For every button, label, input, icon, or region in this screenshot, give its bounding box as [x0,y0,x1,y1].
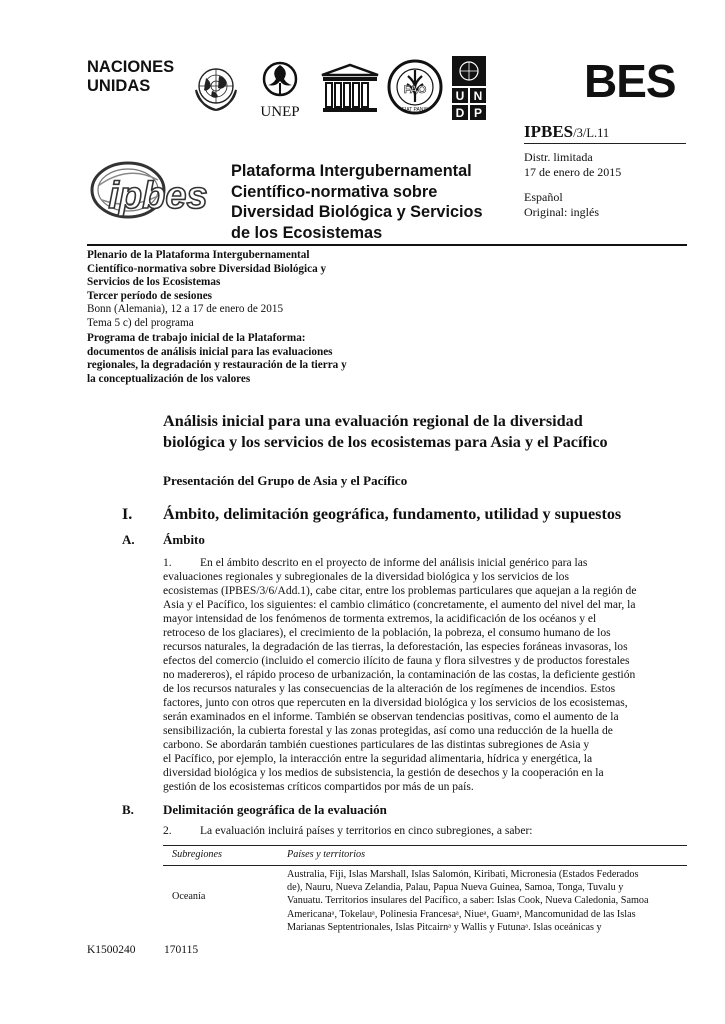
fao-logo-icon [386,58,444,116]
original-language: Original: inglés [524,205,599,219]
paragraph-line: efectos del comercio (incluido el comercio ilícito de fauna y flora silvestres y de productos forestales [163,655,630,667]
unep-label: UNEP [260,104,300,120]
paragraph-line: mayor intensidad de los fenómenos de tormenta extremos, la acidificación de los océanos y el [163,613,597,625]
paragraph-line: de los recursos naturales y las consecuencias de la alteración de los regímenes de incendios. Estos [163,683,616,695]
distribution: Distr. limitada [524,150,593,164]
program-line: regionales, la degradación y restauración de la tierra y [87,359,347,371]
undp-letter-p: P [473,106,483,120]
presentation-note: Presentación del Grupo de Asia y el Pacífico [163,473,408,488]
document-symbol [524,122,609,142]
un-name [87,58,174,96]
paragraph-line: sensibilización, la cubierta forestal y las zonas protegidas, así como una reducción de la huella de [163,725,613,737]
fao-motto: FIAT PANIS [401,107,429,113]
paragraph-line: serán examinados en el informe. También se observan tendencias positivas, como el aumento de la [163,711,619,723]
symbol-main: IPBES [524,122,574,141]
program-line: Programa de trabajo inicial de la Plataforma: [87,332,306,344]
section-title: Ámbito, delimitación geográfica, fundamento, utilidad y supuestos [163,505,622,523]
location-line: Bonn (Alemania), 12 a 17 de enero de 2015 [87,303,284,315]
document-title [163,411,683,453]
un-emblem-icon [188,60,244,116]
symbol-suffix: /3/L.11 [573,126,610,140]
countries-line: de), Nauru, Nueva Zelandia, Palau, Papua Nueva Guinea, Samoa, Tonga, Tuvalu y [287,882,624,894]
table-cell-region: Oceanía [172,891,206,902]
section-number: I. [122,505,133,523]
platform-title-line: de los Ecosistemas [231,223,383,242]
document-title-line: Análisis inicial para una evaluación regional de la diversidad [163,412,583,430]
paragraph-line: retroceso de los glaciares), el crecimiento de la población, la pobreza, el consumo humano de los [163,627,611,639]
ipbes-logo-icon [88,156,214,226]
paragraph-line: el Pacífico, por ejemplo, la interacción entre la seguridad alimentaria, hídrica y energética, la [163,753,593,765]
plenary-line: Servicios de los Ecosistemas [87,276,221,288]
platform-title-line: Científico-normativa sobre [231,182,438,201]
org-line-1: NACIONES [87,58,175,76]
session-line: Tercer período de sesiones [87,289,213,302]
unesco-logo-icon [320,63,380,113]
undp-letter-u: U [455,89,465,103]
paragraph-line: diversidad biológica y los medios de subsistencia, la gestión de desechos y la cooperación en la [163,767,604,779]
countries-line: Marianas Septentrionales, Islas Pitcairnᵃ y Wallis y Futunaᵃ. Islas oceánicas y [287,921,602,933]
subsection-title: Ámbito [163,532,205,547]
paragraph-line: recursos naturales, la degradación de las tierras, la deforestación, las especies foráneas invasoras, los [163,641,628,653]
table-header-subregions: Subregiones [172,849,222,860]
symbol-divider [524,143,686,144]
table-cell-countries [287,868,685,934]
plenary-info [87,249,387,386]
paragraph-2 [163,825,533,837]
paragraph-number: 1. [163,557,172,569]
paragraph-text: La evaluación incluirá países y territorios en cinco subregiones, a saber: [200,825,533,837]
paragraph-line: no madereros), el rápido proceso de urbanización, la contaminación de las costas, la deficiente gestión [163,669,636,681]
plenary-line: Científico-normativa sobre Diversidad Biológica y [87,262,327,275]
paragraph-line: En el ámbito descrito en el proyecto de informe del análisis inicial genérico para las [200,557,588,569]
subsection-letter: A. [122,532,135,547]
subsection-letter: B. [122,802,134,817]
countries-line: Australia, Fiji, Islas Marshall, Islas Salomón, Kiribati, Micronesia (Estados Federados [287,869,639,880]
agenda-line: Tema 5 c) del programa [87,316,194,329]
subsection-title: Delimitación geográfica de la evaluación [163,802,387,817]
platform-title-line: Plataforma Intergubernamental [231,162,472,180]
document-code: BES [584,55,676,107]
ipbes-logo-text: ipbes [108,175,208,217]
paragraph-line: evaluaciones regionales y subregionales de la diversidad biológica y los servicios de los [163,571,569,583]
undp-letter-d: D [455,106,465,120]
countries-line: Americanaᵃ, Tokelauᵃ, Polinesia Francesaᵃ, Niueᵃ, Guamᵃ, Mancomunidad de las Islas [287,908,636,920]
table-header-rule [163,865,687,866]
table-header-countries: Países y territorios [287,849,366,860]
program-line: documentos de análisis inicial para las evaluaciones [87,345,333,358]
paragraph-number: 2. [163,825,172,837]
paragraph-line: Asia y el Pacífico, los siguientes: el cambio climático (concretamente, el aumento del nivel del mar, la [163,599,636,611]
table-top-rule [163,845,687,846]
undp-letter-n: N [473,89,483,103]
org-line-2: UNIDAS [87,77,151,95]
document-title-line: biológica y los servicios de los ecosistemas para Asia y el Pacífico [163,433,608,451]
program-line: la conceptualización de los valores [87,372,251,385]
paragraph-line: gestión de los ecosistemas críticos compartidos por más de un país. [163,781,474,793]
fao-label: FAO [403,84,427,96]
plenary-line: Plenario de la Plataforma Intergubernamental [87,249,310,261]
platform-title [231,161,483,243]
header-divider [87,244,687,246]
paragraph-1 [163,556,685,794]
footer-date-code: 170115 [164,944,199,956]
job-number: K1500240 [87,944,136,956]
paragraph-line: factores, junto con otros que repercuten en la diversidad biológica y los servicios de los ecosistemas, [163,697,628,709]
unep-logo-icon [250,58,310,120]
issue-date: 17 de enero de 2015 [524,165,622,179]
distribution-block [524,150,621,220]
paragraph-line: ecosistemas (IPBES/3/6/Add.1), cabe citar, entre los problemas particulares que aquejan a la región de [163,585,637,597]
paragraph-line: carbono. Se abordarán también cuestiones particulares de las distintas subregiones de Asia y [163,739,590,751]
countries-line: Vanuatu. Territorios insulares del Pacífico, a saber: Islas Cook, Nueva Caledonia, Samoa [287,895,649,907]
platform-title-line: Diversidad Biológica y Servicios [231,203,483,221]
language: Español [524,190,563,204]
undp-logo-icon [452,56,486,120]
